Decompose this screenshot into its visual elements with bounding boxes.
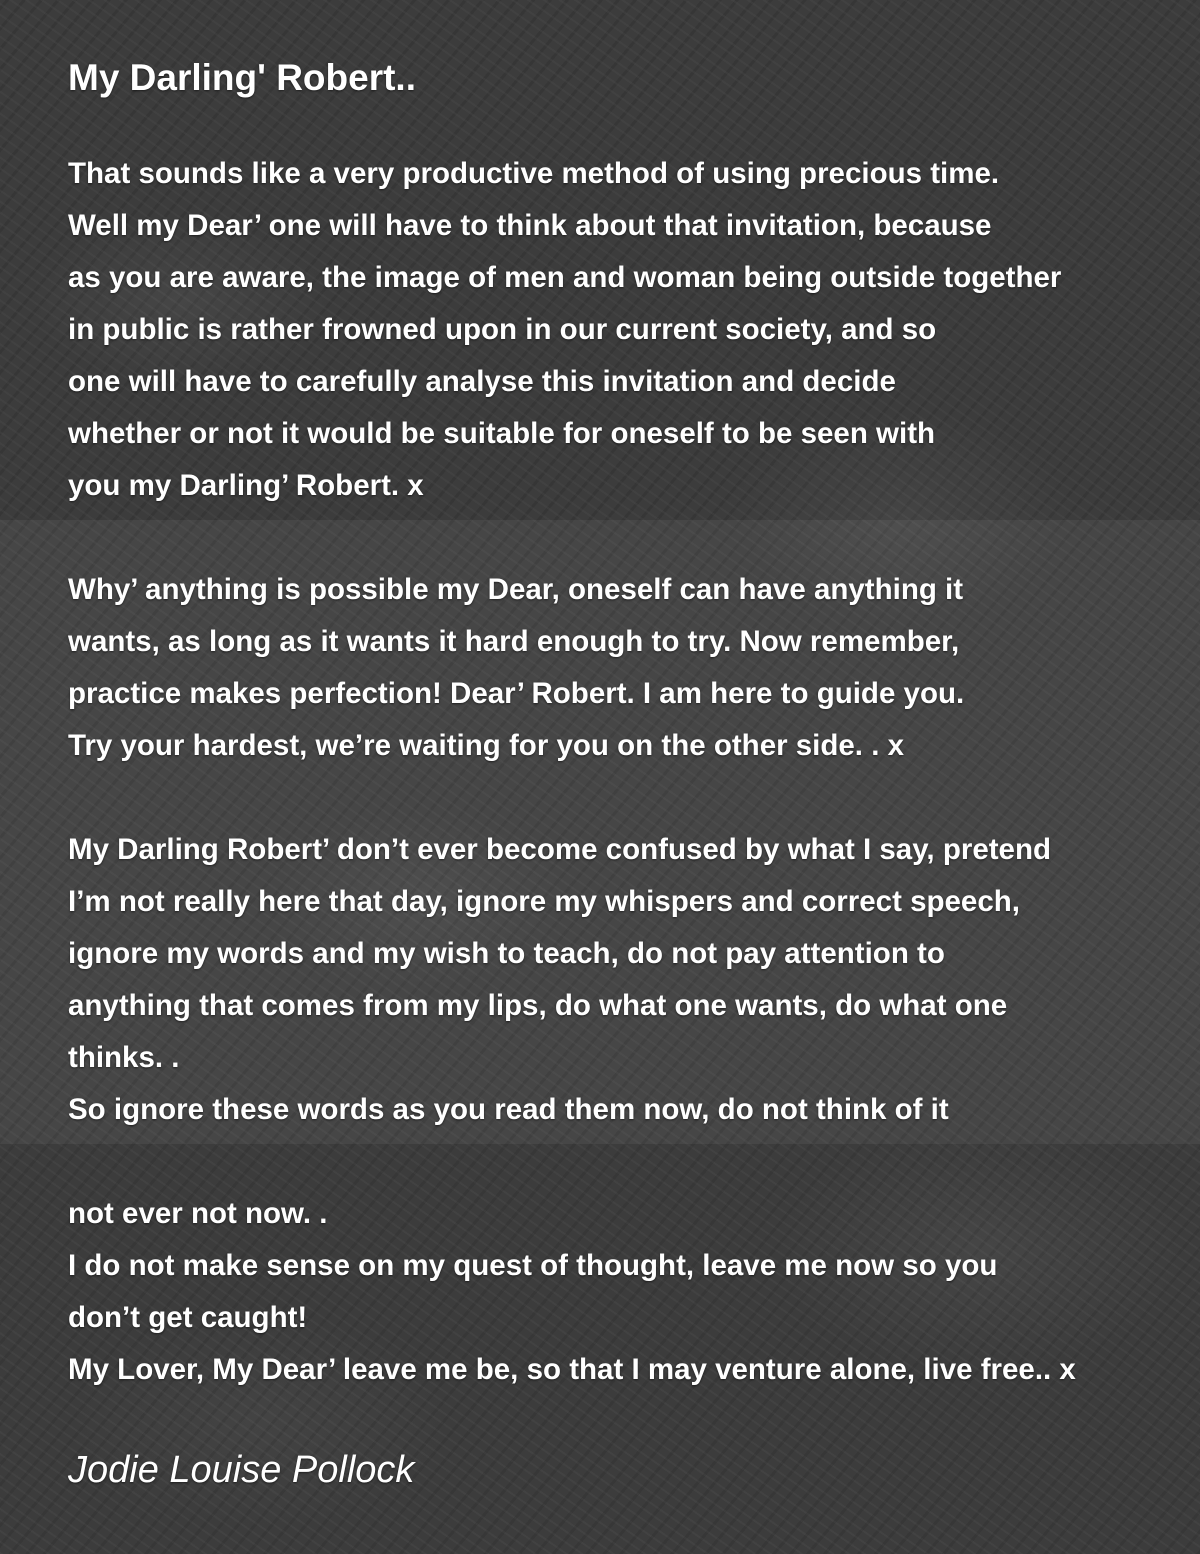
poem-line: So ignore these words as you read them now, do not think of it	[68, 1093, 949, 1126]
poem-line: one will have to carefully analyse this invitation and decide	[68, 365, 896, 398]
poem-line: in public is rather frowned upon in our current society, and so	[68, 313, 937, 346]
poem-line: Try your hardest, we’re waiting for you on the other side. . x	[68, 729, 904, 762]
poem-line: you my Darling’ Robert. x	[68, 469, 424, 502]
stanza-3	[68, 824, 1188, 1136]
poem-line: anything that comes from my lips, do what one wants, do what one	[68, 989, 1008, 1022]
poem-line: ignore my words and my wish to teach, do not pay attention to	[68, 937, 945, 970]
poem-line: Why’ anything is possible my Dear, oneself can have anything it	[68, 573, 964, 606]
poem-line: as you are aware, the image of men and woman being outside together	[68, 261, 1062, 294]
poem-author: Jodie Louise Pollock	[68, 1449, 415, 1491]
stanza-2	[68, 564, 1188, 772]
poem-line: Well my Dear’ one will have to think about that invitation, because	[68, 209, 992, 242]
poem-line: My Darling Robert’ don’t ever become confused by what I say, pretend	[68, 833, 1051, 866]
poem-line: I’m not really here that day, ignore my whispers and correct speech,	[68, 885, 1020, 918]
poem-line: don’t get caught!	[68, 1301, 308, 1334]
poem-line: My Lover, My Dear’ leave me be, so that I may venture alone, live free.. x	[68, 1353, 1076, 1386]
poem-page	[68, 52, 1188, 1496]
poem-line: I do not make sense on my quest of thought, leave me now so you	[68, 1249, 998, 1282]
poem-body	[68, 148, 1188, 1396]
poem-line: not ever not now. .	[68, 1197, 328, 1230]
poem-line: thinks. .	[68, 1041, 180, 1074]
stanza-4	[68, 1188, 1188, 1396]
poem-line: That sounds like a very productive method of using precious time.	[68, 157, 1000, 190]
stanza-1	[68, 148, 1188, 512]
poem-line: wants, as long as it wants it hard enough to try. Now remember,	[68, 625, 960, 658]
poem-title: My Darling' Robert..	[68, 57, 416, 98]
poem-line: practice makes perfection! Dear’ Robert. I am here to guide you.	[68, 677, 965, 710]
poem-line: whether or not it would be suitable for oneself to be seen with	[68, 417, 936, 450]
